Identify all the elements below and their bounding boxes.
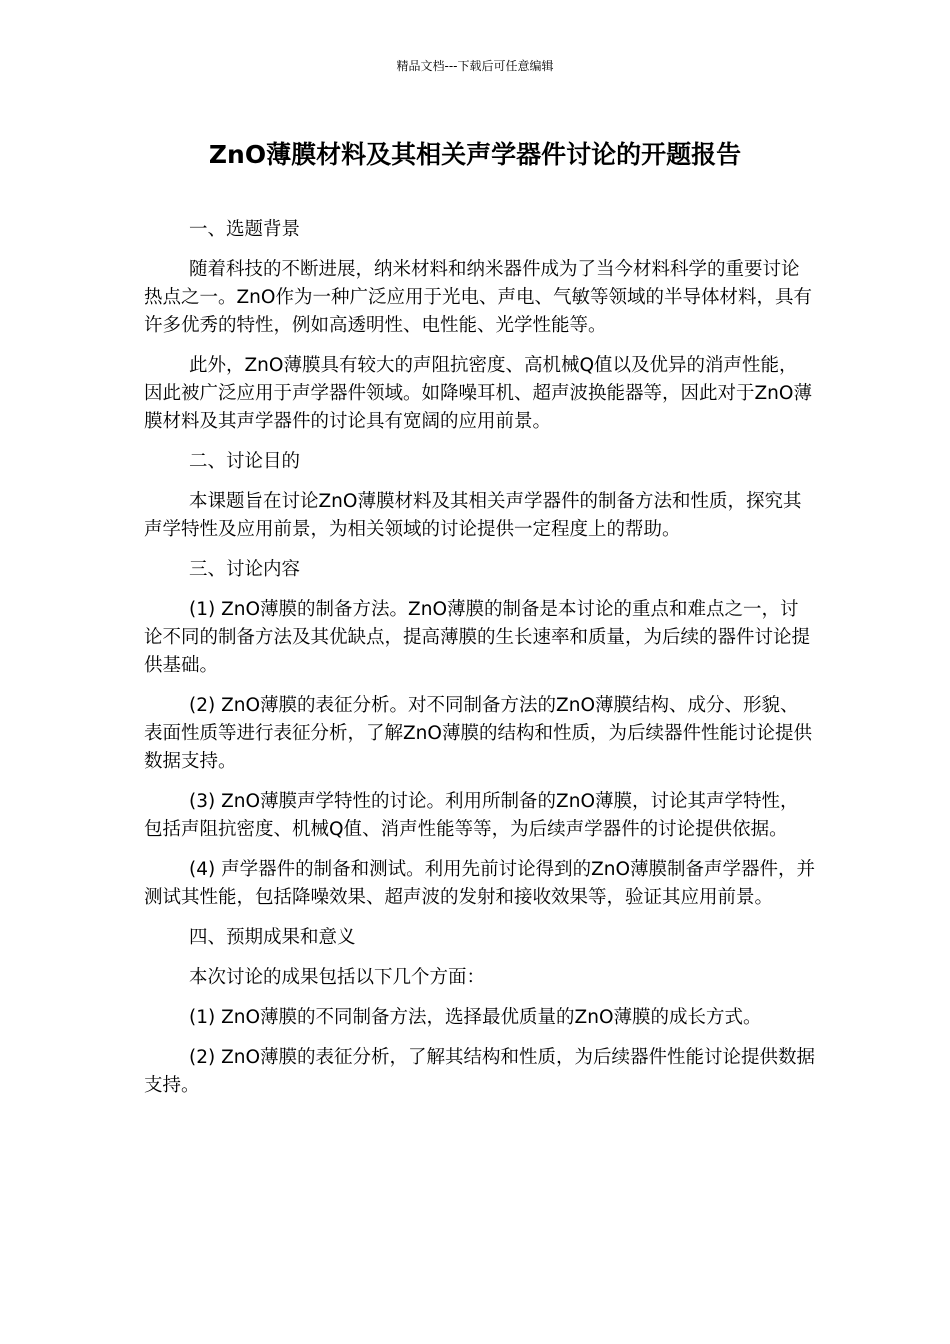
content-item-1: (1) ZnO薄膜的制备方法。ZnO薄膜的制备是本讨论的重点和难点之一，讨论不同的制备方法及其优缺点，提高薄膜的生长速率和质量，为后续的器件讨论提供基础。 [144, 599, 811, 676]
content-item-3: (3) ZnO薄膜声学特性的讨论。利用所制备的ZnO薄膜，讨论其声学特性，包括声阻抗密度、机械Q值、消声性能等等，为后续声学器件的讨论提供依据。 [144, 791, 799, 840]
paragraph: 本课题旨在讨论ZnO薄膜材料及其相关声学器件的制备方法和性质，探究其声学特性及应用前景，为相关领域的讨论提供一定程度上的帮助。 [144, 491, 802, 540]
section-heading-content: 三、讨论内容 [189, 559, 301, 580]
section-heading-background: 一、选题背景 [189, 219, 301, 240]
paragraph: 此外，ZnO薄膜具有较大的声阻抗密度、高机械Q值以及优异的消声性能，因此被广泛应用于声学器件领域。如降噪耳机、超声波换能器等，因此对于ZnO薄膜材料及其声学器件的讨论具有宽阔的应用前景。 [144, 355, 812, 432]
header-note: 精品文档---下载后可任意编辑 [396, 59, 554, 73]
outcome-item-1: (1) ZnO薄膜的不同制备方法，选择最优质量的ZnO薄膜的成长方式。 [189, 1007, 762, 1028]
section-heading-purpose: 二、讨论目的 [189, 451, 301, 472]
paragraph: 随着科技的不断进展，纳米材料和纳米器件成为了当今材料科学的重要讨论热点之一。ZnO作为一种广泛应用于光电、声电、气敏等领域的半导体材料，具有许多优秀的特性，例如高透明性、电性能、光学性能等。 [144, 259, 812, 336]
document-title: ZnO薄膜材料及其相关声学器件讨论的开题报告 [208, 140, 742, 169]
content-item-2: (2) ZnO薄膜的表征分析。对不同制备方法的ZnO薄膜结构、成分、形貌、表面性质等进行表征分析，了解ZnO薄膜的结构和性质，为后续器件性能讨论提供数据支持。 [144, 695, 812, 772]
section-heading-outcomes: 四、预期成果和意义 [189, 927, 356, 948]
content-item-4: (4) 声学器件的制备和测试。利用先前讨论得到的ZnO薄膜制备声学器件，并测试其性能，包括降噪效果、超声波的发射和接收效果等，验证其应用前景。 [144, 859, 816, 908]
document-body [144, 216, 816, 1112]
outcome-item-2: (2) ZnO薄膜的表征分析，了解其结构和性质，为后续器件性能讨论提供数据支持。 [144, 1047, 816, 1096]
outcomes-intro: 本次讨论的成果包括以下几个方面： [189, 967, 486, 988]
